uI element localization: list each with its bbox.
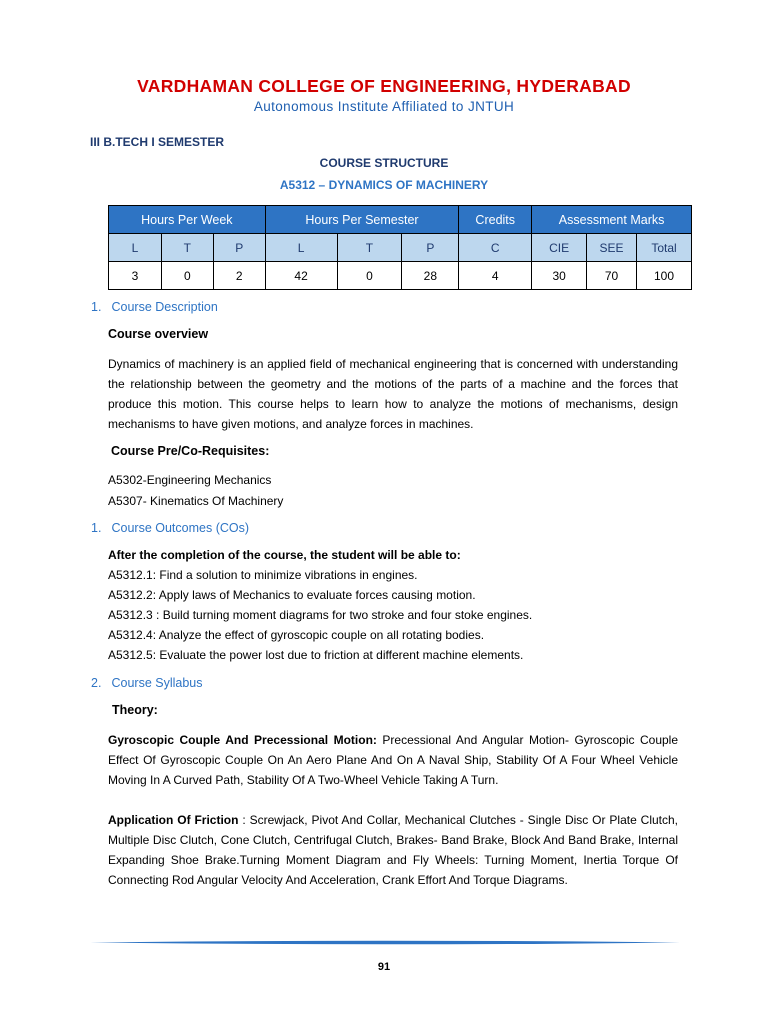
course-title: A5312 – DYNAMICS OF MACHINERY [279,178,489,192]
page-number: 91 [377,961,391,973]
section-heading-description [91,300,218,314]
value-cell: 2 [213,262,265,290]
subhead-cell: L [265,234,337,262]
footer-divider [90,940,680,945]
section-title: Course Outcomes (COs) [111,521,250,535]
section-title: Course Description [111,300,218,314]
subhead-cell: C [459,234,532,262]
section-title: Course Syllabus [111,676,203,690]
subhead-cell: Total [637,234,692,262]
value-cell: 30 [532,262,587,290]
value-cell: 0 [161,262,213,290]
overview-text: Dynamics of machinery is an applied field of mechanical engineering that is concerned with understanding the relationship between the geometry and the motions of the parts of a machine and the forces that produce this motion. This course helps to learn how to analyze the motions of mechanisms, design mechanisms to have given motions, and analyze forces in machines. [108,357,678,431]
subhead-cell: SEE [587,234,637,262]
prereq-item: A5302-Engineering Mechanics [108,473,272,487]
outcomes-intro: After the completion of the course, the student will be able to: [108,548,461,562]
outcome-item: A5312.4: Analyze the effect of gyroscopic couple on all rotating bodies. [108,628,485,642]
value-cell: 70 [587,262,637,290]
section-heading-syllabus [91,676,203,690]
subhead-cell: T [337,234,402,262]
section-number: 2. [91,676,102,690]
syllabus-unit-2 [108,810,678,890]
theory-heading: Theory: [112,703,158,717]
outcome-item: A5312.3 : Build turning moment diagrams for two stroke and four stoke engines. [108,608,533,622]
group-assessment: Assessment Marks [532,206,692,234]
section-heading-outcomes [91,521,249,535]
section-number: 1. [91,521,102,535]
subhead-cell: CIE [532,234,587,262]
value-cell: 28 [402,262,459,290]
subhead-cell: L [109,234,162,262]
subhead-cell: T [161,234,213,262]
college-name: VARDHAMAN COLLEGE OF ENGINEERING, HYDERABAD [137,76,631,96]
value-cell: 42 [265,262,337,290]
group-credits: Credits [459,206,532,234]
unit-text: : Screwjack, Pivot And Collar, Mechanical Clutches - Single Disc Or Plate Clutch, Multiple Disc Clutch, Cone Clutch, Centrifugal Clutch, Brakes- Band Brake, Block And Band Brake, Internal Expanding Shoe Brake.Turning Moment Diagram and Fly Wheels: Turning Moment, Inertia Torque Of Connecting Rod Angular Velocity And Acceleration, Crank Effort And Torque Diagrams. [108,813,679,887]
value-cell: 0 [337,262,402,290]
structure-title: COURSE STRUCTURE [319,156,449,170]
prereq-heading: Course Pre/Co-Requisites: [111,444,270,458]
unit-title: Gyroscopic Couple And Precessional Motion: [108,733,377,747]
group-hours-week: Hours Per Week [109,206,266,234]
affiliation: Autonomous Institute Affiliated to JNTUH [253,99,515,114]
outcome-item: A5312.2: Apply laws of Mechanics to evaluate forces causing motion. [108,588,476,602]
table-subhead-row [109,234,692,262]
overview-heading: Course overview [108,327,209,341]
outcome-item: A5312.1: Find a solution to minimize vibrations in engines. [108,568,418,582]
value-cell: 4 [459,262,532,290]
value-cell: 3 [109,262,162,290]
table-value-row [109,262,692,290]
section-number: 1. [91,300,102,314]
subhead-cell: P [402,234,459,262]
value-cell: 100 [637,262,692,290]
prereq-item: A5307- Kinematics Of Machinery [108,494,284,508]
group-hours-semester: Hours Per Semester [265,206,459,234]
syllabus-unit-1 [108,730,678,790]
unit-text: Precessional And Angular Motion- Gyroscopic Couple Effect Of Gyroscopic Couple On An Aero Plane And On A Naval Ship, Stability Of A Four Wheel Vehicle Moving In A Curved Path, Stability Of A Two-Wheel Vehicle Taking A Turn. [108,733,679,787]
semester-label: III B.TECH I SEMESTER [90,135,225,149]
table-group-row [109,206,692,234]
unit-title: Application Of Friction [108,813,239,827]
course-structure-table [108,205,692,290]
outcome-item: A5312.5: Evaluate the power lost due to friction at different machine elements. [108,648,524,662]
subhead-cell: P [213,234,265,262]
